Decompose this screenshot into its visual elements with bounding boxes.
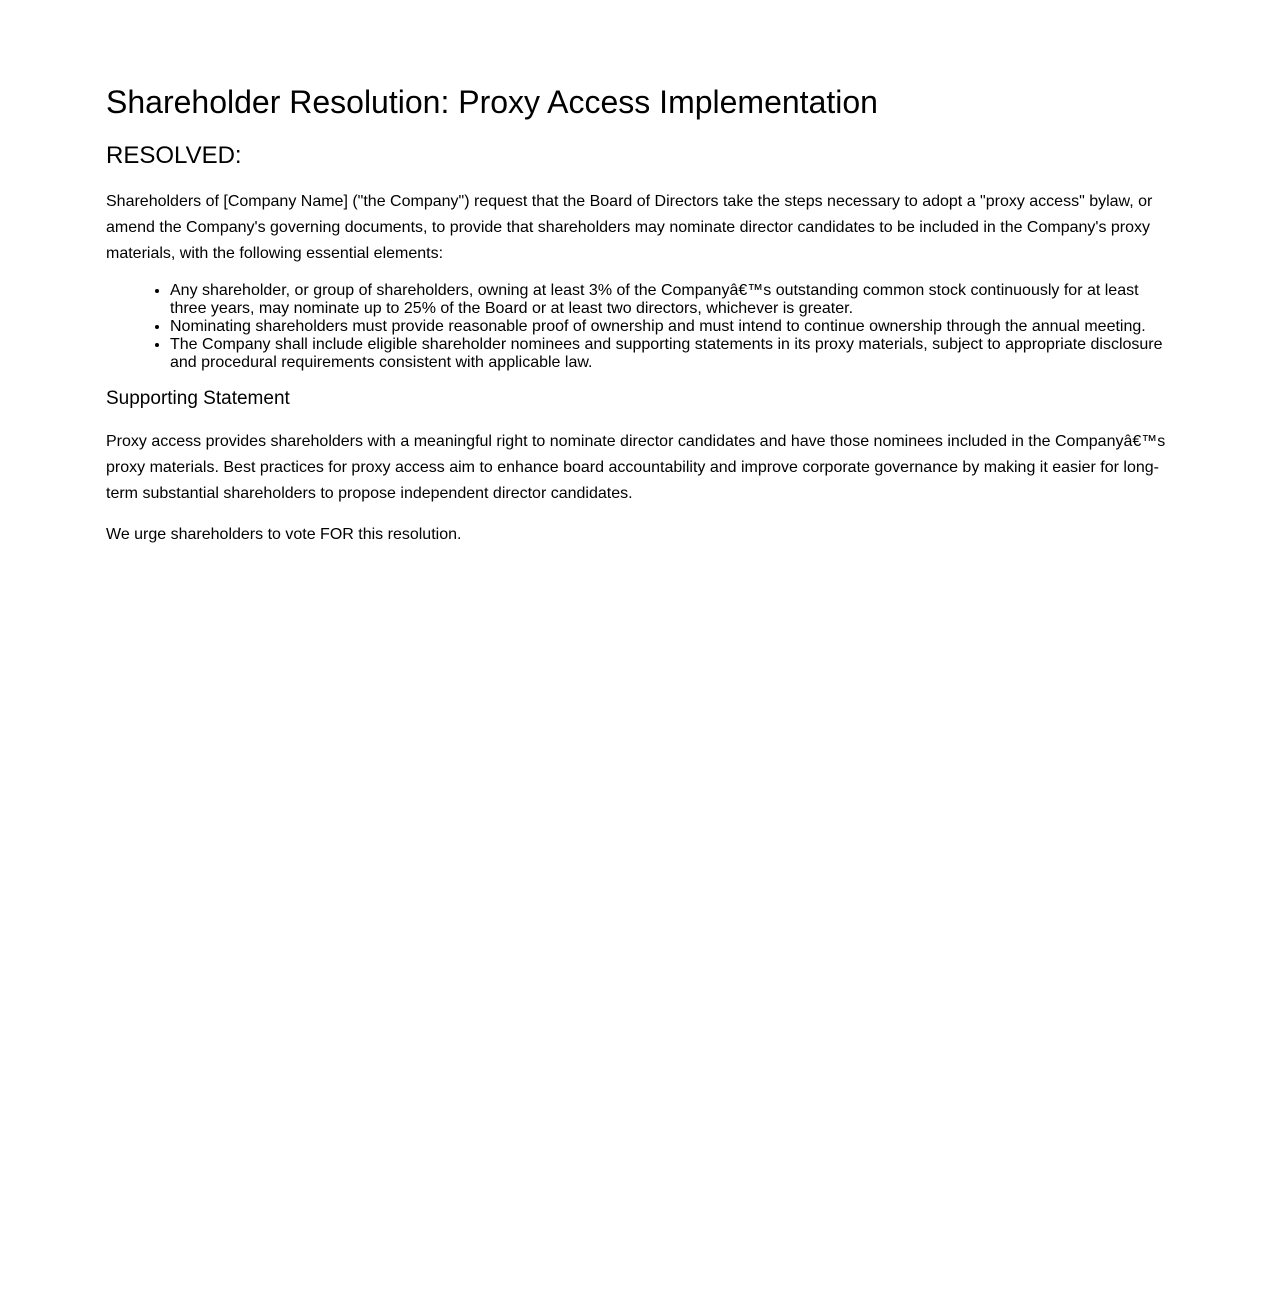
list-item-ownership-threshold: • Any shareholder, or group of shareholders, owning at least 3% of the Companyâ€™s outstanding common stock continuously for at least three years, may nominate up to 25% of the Board or at least two directors, whichever is greater. [170, 282, 1168, 318]
supporting-statement-heading: Supporting Statement [106, 388, 290, 409]
essential-elements-list [106, 282, 1168, 372]
page-title: Shareholder Resolution: Proxy Access Implementation [106, 84, 878, 120]
intro-paragraph: Shareholders of [Company Name] ("the Company") request that the Board of Directors take the steps necessary to adopt a "proxy access" bylaw, or amend the Company's governing documents, to provide that shareholders may nominate director candidates to be included in the Company's proxy materials, with the following essential elements: [106, 193, 1153, 262]
resolved-heading: RESOLVED: [106, 142, 242, 169]
closing-paragraph: We urge shareholders to vote FOR this resolution. [106, 526, 462, 543]
supporting-paragraph: Proxy access provides shareholders with a meaningful right to nominate director candidates and have those nominees included in the Companyâ€™s proxy materials. Best practices for proxy access aim to enhance board accountability and improve corporate governance by making it easier for long-term substantial shareholders to propose independent director candidates. [106, 433, 1166, 502]
list-item-proxy-inclusion: • The Company shall include eligible shareholder nominees and supporting statements in its proxy materials, subject to appropriate disclosure and procedural requirements consistent with applicable law. [170, 336, 1168, 372]
list-item-proof-of-ownership: • Nominating shareholders must provide reasonable proof of ownership and must intend to continue ownership through the annual meeting. [170, 318, 1168, 336]
